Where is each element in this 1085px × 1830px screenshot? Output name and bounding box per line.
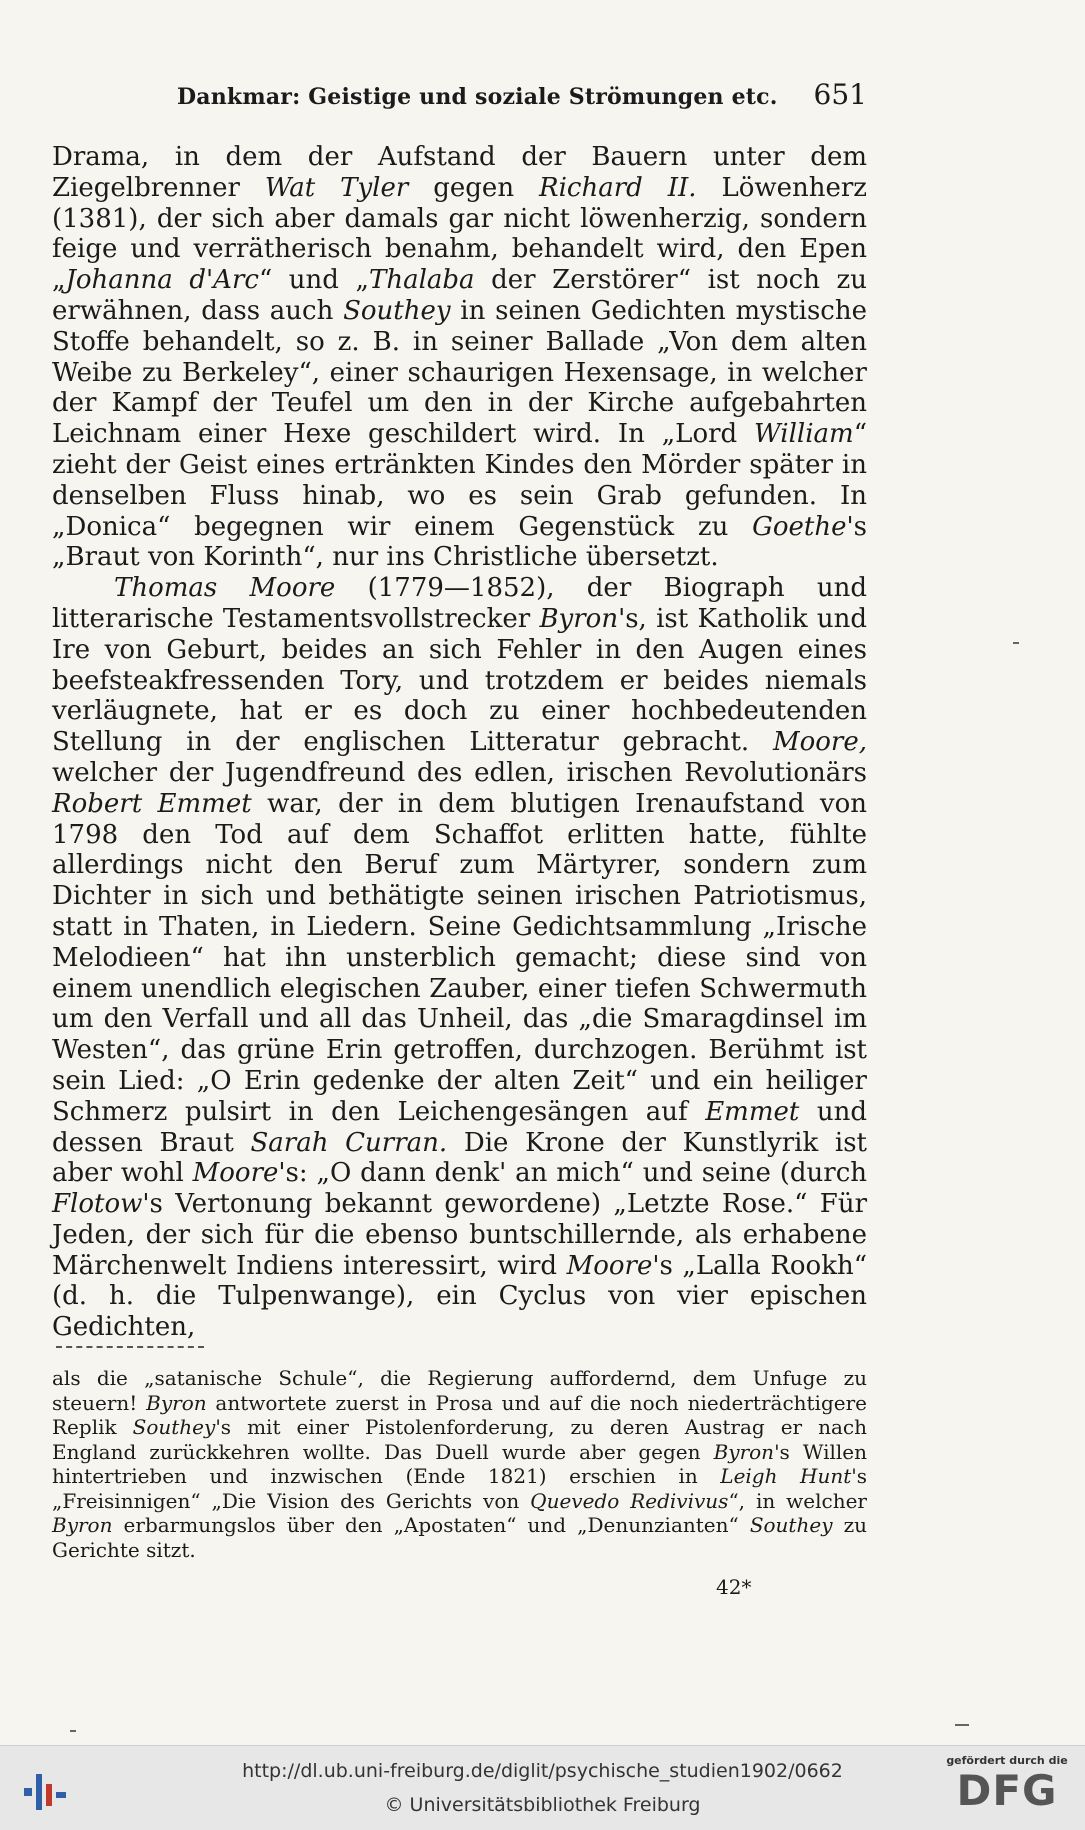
italic-run: Emmet: [705, 1096, 800, 1127]
italic-run: Thalaba: [368, 265, 475, 296]
running-head: [52, 78, 867, 111]
text-run: und dessen Braut: [52, 1096, 867, 1158]
footnote-rule: [56, 1346, 204, 1348]
italic-run: Johanna d'Arc: [65, 265, 259, 296]
text-run: der Zerstörer“ ist noch zu erwähnen, dass auch: [52, 265, 867, 326]
italic-run: Robert Emmet: [52, 788, 252, 819]
text-run: Drama, in dem der Aufstand der Bauern unter dem Ziegelbrenner: [52, 142, 867, 203]
running-head-title: Dankmar: Geistige und soziale Strömungen etc.: [177, 84, 778, 110]
signature-mark: 42*: [716, 1575, 752, 1599]
italic-run: Moore,: [772, 727, 867, 758]
text-run: 's „Braut von Korinth“, nur ins Christliche übersetzt.: [52, 511, 867, 573]
page-number: 651: [813, 78, 867, 111]
italic-run: Leigh Hunt: [720, 1464, 852, 1488]
dfg-wordmark: DFG: [956, 1766, 1058, 1815]
text-run: 's Vertonung bekannt gewordene) „Letzte Rose.“ Für Jeden, der sich für die ebenso buntschillernde, als erhabene Märchenwelt Indiens interessirt, wird: [52, 1189, 867, 1281]
text-run: 's, ist Katholik und Ire von Geburt, beides an sich Fehler in den Augen eines beefsteakfressenden Tory, und trotzdem er beides niemals verläugnete, hat er es doch zu einer hochbedeutenden Stellung in der englischen Litteratur gebracht.: [52, 603, 867, 758]
text-run: in seinen Gedichten mystische Stoffe behandelt, so z. B. in seiner Ballade „Von dem alten Weibe zu Berkeley“, einer schaurigen Hexensage, in welcher der Kampf der Teufel um den in der Kirche aufgebahrten Leichnam einer Hexe geschildert wird. In „Lord: [52, 295, 868, 450]
italic-run: Southey: [343, 295, 451, 326]
italic-run: William: [754, 419, 854, 450]
margin-speck: [1013, 642, 1019, 644]
footnote: [52, 1366, 867, 1562]
text-run: war, der in dem blutigen Irenaufstand von 1798 den Tod auf dem Schaffot erlitten hatte, fühlte allerdings nicht den Beruf zum Märtyrer, sondern zum Dichter in sich und bethätigte seinen irischen Patriotismus, statt in Thaten, in Liedern. Seine Gedichtsammlung „Irische Melodieen“ hat ihn unsterblich gemacht; diese sind von einem unendlich elegischen Zauber, einer tiefen Schwermuth um den Verfall und all das Unheil, das „die Smaragdinsel im Westen“, das grüne Erin getroffen, durchzogen. Berühmt ist sein Lied: „O Erin gedenke der alten Zeit“ und ein heiliger Schmerz pulsirt in den Leichengesängen auf: [52, 788, 867, 1127]
footnote-text: [52, 1366, 867, 1562]
italic-run: Moore: [192, 1158, 279, 1189]
italic-run: Byron: [146, 1390, 207, 1415]
text-run: welcher der Jugendfreund des edlen, irischen Revolutionärs: [52, 757, 867, 788]
main-text: [52, 142, 867, 1343]
permalink-url[interactable]: http://dl.ub.uni-freiburg.de/diglit/psychische_studien1902/0662: [242, 1760, 843, 1782]
italic-run: Southey: [749, 1513, 833, 1537]
margin-speck: [70, 1730, 76, 1732]
viewer-footer: [0, 1745, 1085, 1830]
text-run: “, in welcher: [728, 1488, 867, 1513]
italic-run: Byron: [539, 603, 619, 634]
italic-run: Thomas Moore: [114, 573, 336, 604]
text-run: als die „satanische Schule“, die Regierung auffordernd, dem Unfuge zu steuern!: [52, 1366, 867, 1415]
text-run: “ zieht der Geist eines ertränkten Kindes den Mörder später in denselben Fluss hinab, wo es sein Grab gefunden. In „Donica“ begegnen wir einem Gegenstück zu: [52, 419, 867, 542]
text-run: 's mit einer Pistolenforderung, zu deren Austrag er nach England zurückkehren wollte. Das Duell wurde aber gegen: [52, 1415, 867, 1464]
paragraph-1: [52, 142, 867, 573]
text-run: Löwenherz (1381), der sich aber damals gar nicht löwenherzig, sondern feige und verrätherisch benahm, behandelt wird, den Epen „: [52, 172, 868, 296]
italic-run: Richard II.: [539, 172, 697, 203]
text-run: (1779—1852), der Biograph und litterarische Testamentsvollstrecker: [52, 573, 868, 634]
italic-run: Wat Tyler: [264, 172, 409, 203]
italic-run: Sarah Curran.: [250, 1127, 448, 1158]
italic-run: Flotow: [52, 1189, 143, 1220]
text-run: 's „Freisinnigen“ „Die Vision des Gerichts von: [52, 1464, 868, 1513]
italic-run: Southey: [132, 1415, 216, 1439]
italic-run: Byron: [52, 1513, 113, 1537]
copyright-notice: © Universitätsbibliothek Freiburg: [384, 1794, 701, 1816]
text-run: 's: „O dann denk' an mich“ und seine (durch: [278, 1158, 868, 1189]
margin-speck: [955, 1724, 969, 1726]
italic-run: Quevedo Redivivus: [530, 1488, 729, 1513]
text-run: Die Krone der Kunstlyrik ist aber wohl: [52, 1127, 867, 1189]
text-run: “ und „: [258, 265, 369, 296]
text-run: gegen: [408, 172, 539, 203]
italic-run: Goethe: [752, 511, 847, 542]
text-run: zu Gerichte sitzt.: [52, 1513, 867, 1562]
text-run: antwortete zuerst in Prosa und auf die noch niederträchtigere Replik: [52, 1390, 867, 1439]
dfg-caption: gefördert durch die: [946, 1754, 1068, 1767]
paragraph-2: [52, 573, 867, 1343]
text-run: 's „Lalla Rookh“ (d. h. die Tulpenwange), ein Cyclus von vier epischen Gedichten,: [52, 1250, 867, 1343]
italic-run: Byron: [713, 1439, 775, 1464]
dfg-logo: [943, 1754, 1071, 1815]
italic-run: Moore: [566, 1250, 653, 1281]
text-run: 's Willen hintertrieben und inzwischen (Ende 1821) erschien in: [52, 1439, 868, 1488]
text-run: erbarmungslos über den „Apostaten“ und „Denunzianten“: [112, 1513, 750, 1537]
